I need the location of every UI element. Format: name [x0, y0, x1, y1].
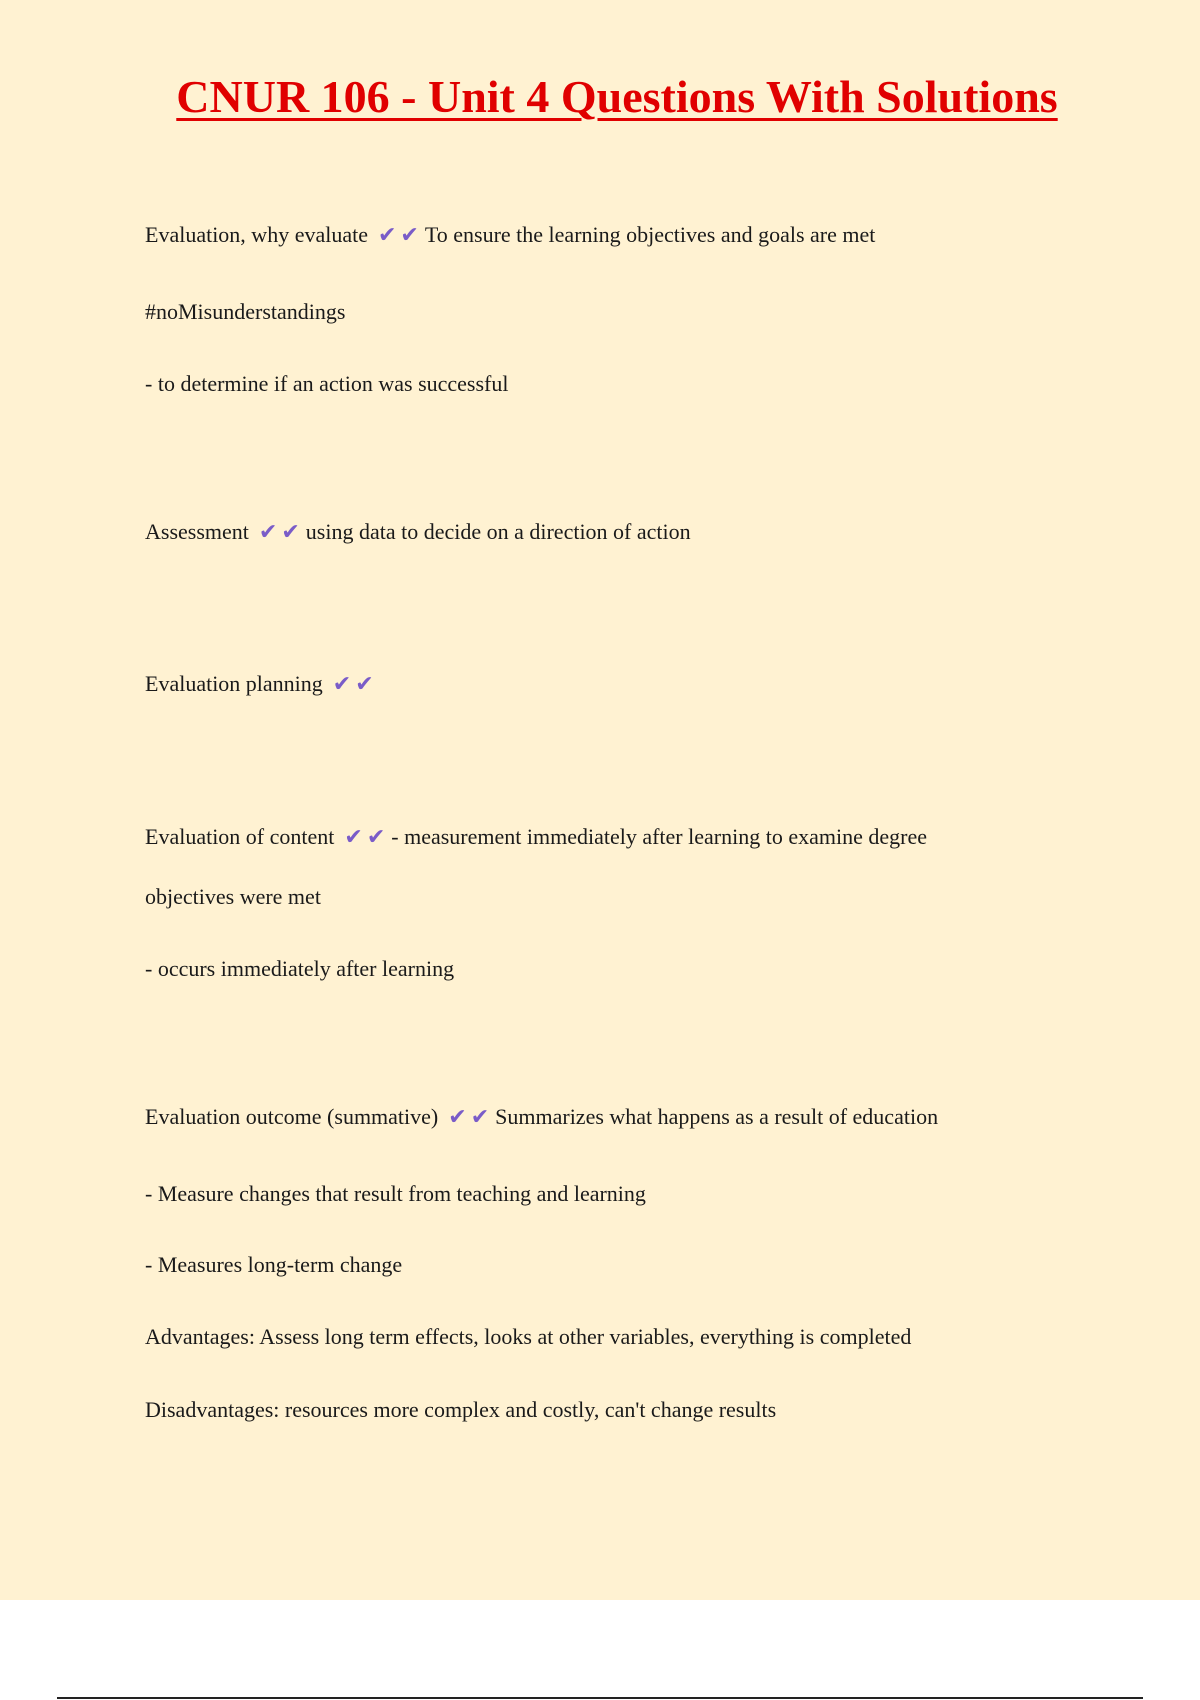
entry-3-line	[145, 669, 380, 700]
entry-2-answer: using data to decide on a direction of action	[305, 519, 691, 544]
footer-divider	[57, 1697, 1143, 1699]
entry-4-extra-2: - occurs immediately after learning	[145, 956, 455, 981]
entry-1-extra-1: #noMisunderstandings	[145, 299, 346, 324]
entry-4-extra-1: objectives were met	[145, 884, 321, 909]
entry-4-line	[145, 822, 927, 853]
entry-5-answer: Summarizes what happens as a result of education	[495, 1104, 939, 1129]
check-icon: ✔	[258, 520, 278, 545]
entry-5-line	[145, 1102, 938, 1133]
entry-1-question: Evaluation, why evaluate	[145, 222, 368, 247]
entry-5-extra-4: Disadvantages: resources more complex and costly, can't change results	[145, 1397, 777, 1422]
check-icon: ✔	[400, 223, 419, 248]
entry-5-extra-2: - Measures long-term change	[145, 1252, 403, 1277]
entry-3-question: Evaluation planning	[145, 671, 323, 696]
check-icon: ✔	[377, 223, 397, 248]
entry-4-answer: - measurement immediately after learning to examine degree	[391, 824, 927, 849]
entry-4-question: Evaluation of content	[145, 824, 335, 849]
entry-5-extra-3: Advantages: Assess long term effects, looks at other variables, everything is completed	[145, 1324, 912, 1349]
entry-5-question: Evaluation outcome (summative)	[145, 1104, 439, 1129]
entry-2-line	[145, 517, 691, 548]
check-icon: ✔	[344, 825, 363, 850]
check-icon: ✔	[470, 1105, 490, 1130]
entry-1-answer: To ensure the learning objectives and goals are met	[424, 222, 876, 247]
check-icon: ✔	[281, 520, 300, 545]
entry-1-line	[145, 220, 875, 251]
check-icon: ✔	[355, 672, 374, 697]
check-icon: ✔	[332, 672, 352, 697]
check-icon: ✔	[448, 1105, 467, 1130]
entry-1-extra-2: - to determine if an action was successful	[145, 371, 509, 396]
entry-5-extra-1: - Measure changes that result from teaching and learning	[145, 1181, 646, 1206]
document-title: CNUR 106 - Unit 4 Questions With Solutions	[176, 71, 1058, 122]
check-icon: ✔	[366, 825, 386, 850]
entry-2-question: Assessment	[145, 519, 249, 544]
